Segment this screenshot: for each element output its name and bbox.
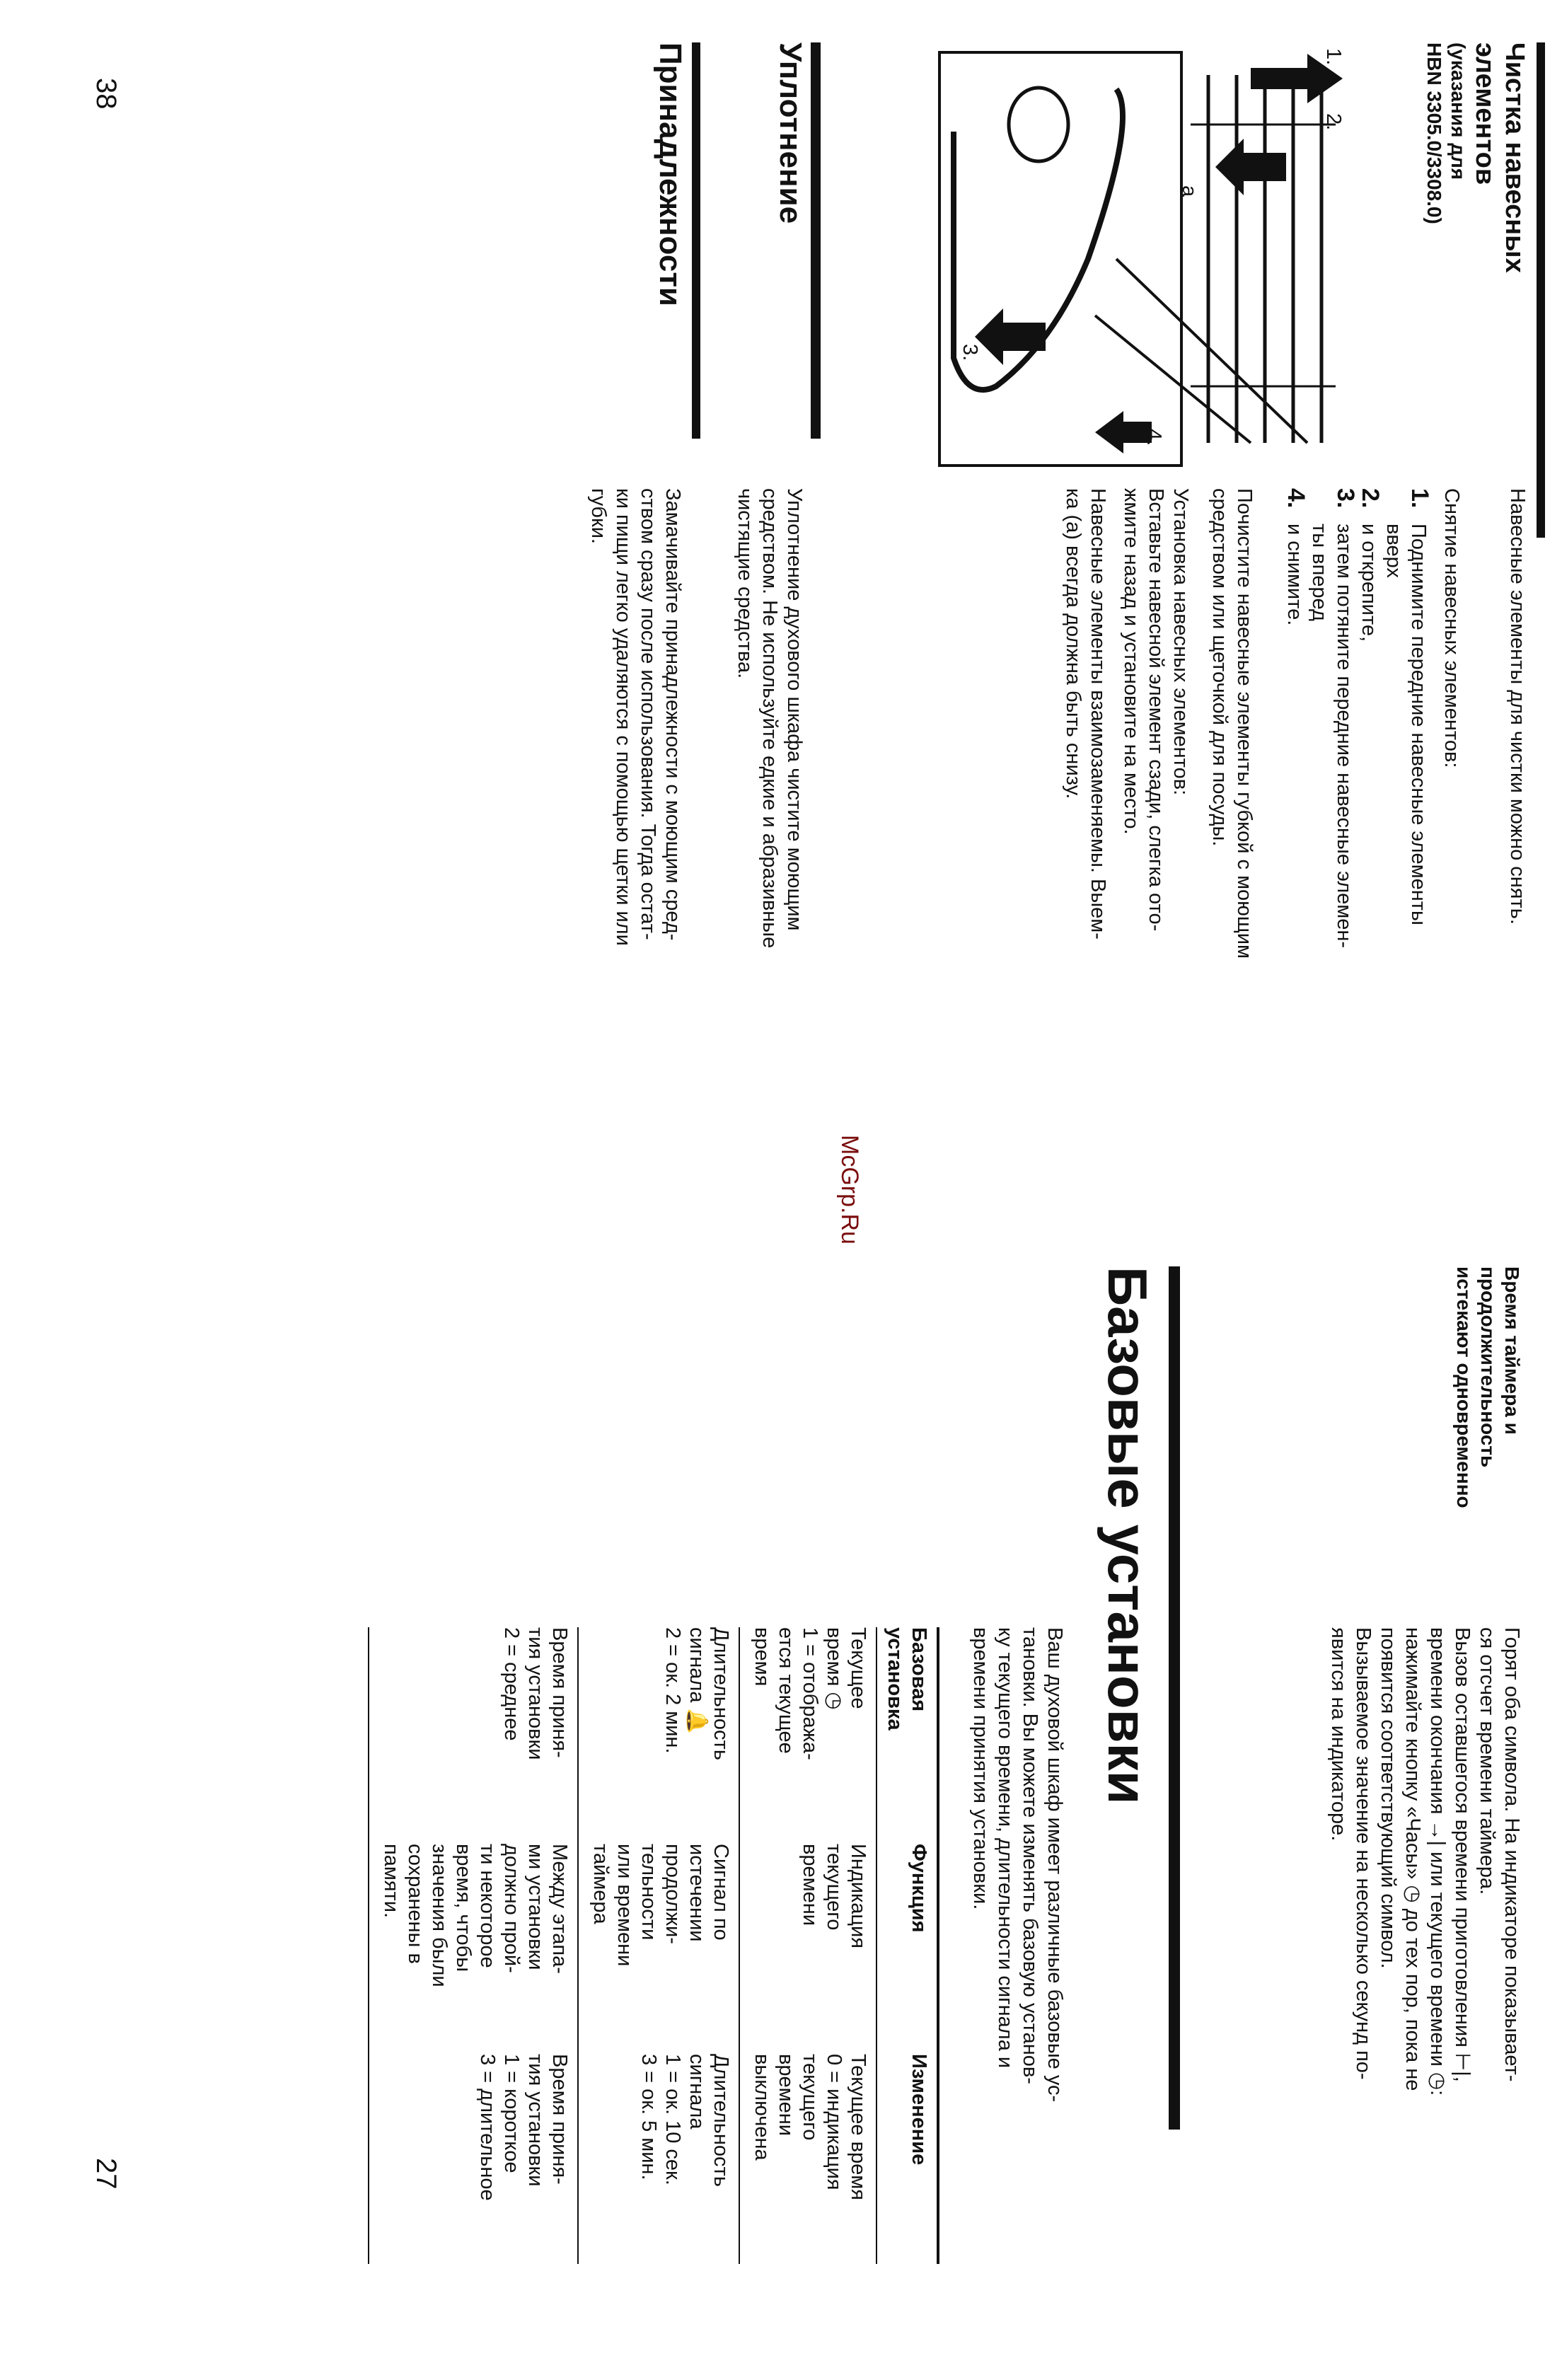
timer-heading (1452, 1266, 1524, 1564)
step-number: 3. (1332, 488, 1359, 509)
cell-text: сигнала (685, 2054, 708, 2130)
cell-change (369, 2054, 578, 2264)
cell-setting (369, 1627, 578, 1844)
header-function (877, 1844, 938, 2054)
cell-text: 0 = индикация (823, 2054, 845, 2190)
cell-text: время (751, 1627, 773, 1687)
step-text: Поднимите передние навесные элементы (1407, 524, 1430, 925)
timer-line: ся отсчет времени таймера. (1476, 1627, 1498, 1895)
clean-line: средством или щеточкой для посуды. (1208, 488, 1231, 847)
seal-line: чистящие средства. (734, 488, 756, 679)
cell-text: Между этапа- (548, 1844, 571, 1974)
timer-line: времени окончания →| или текущего времени ◷: (1426, 1627, 1449, 2096)
cell-text: 3 = длительное (476, 2054, 499, 2201)
cleaning-heading-line: элементов (1470, 42, 1500, 185)
cell-text: Время приня- (548, 2054, 571, 2185)
install-paragraph (1118, 488, 1193, 1026)
cell-text: сохранены в (404, 1844, 427, 1964)
step-item (1356, 488, 1384, 1026)
header-text: Базовая (908, 1627, 930, 1712)
step-number: 1. (1406, 488, 1433, 509)
table-row (739, 1627, 877, 2264)
install-line: Установка навесных элементов: (1169, 488, 1192, 796)
cell-text: значения были (428, 1844, 451, 1987)
cell-text: время ◷ (823, 1627, 845, 1710)
zoom-lines (1095, 259, 1307, 443)
timer-line: Вызываемое значение на несколько секунд по- (1352, 1627, 1375, 2080)
figure-label-a: a (1178, 185, 1201, 197)
basic-settings-table-wrap (368, 1627, 939, 2264)
magnifier-icon (1009, 88, 1068, 161)
timer-line: явится на индикаторе. (1327, 1627, 1350, 1842)
cell-function (578, 1844, 739, 2054)
cell-text: текущего (823, 1844, 845, 1931)
accessories-body (586, 488, 685, 1026)
cell-text: продолжи- (661, 1844, 684, 1944)
arrow-left-icon (975, 308, 1046, 365)
page-number-right: 27 (91, 2158, 122, 2190)
timer-line: нажимайте кнопку «Часы» ◷ до тех пор, пока не (1401, 1627, 1424, 2091)
cell-text: Текущее (847, 1627, 869, 1709)
accessories-line: губки. (587, 488, 610, 544)
timer-line: Горят оба символа. На индикаторе показывает- (1500, 1627, 1523, 2082)
timer-line: появится соответствующий символ. (1377, 1627, 1399, 1969)
cell-text: 1 = отобража- (799, 1627, 821, 1760)
intro-line: ку текущего времени, длительности сигнала и (994, 1627, 1017, 2069)
figure-label-3: 3. (959, 344, 981, 362)
step-text: и снимите. (1283, 524, 1306, 626)
cell-text: сигнала 🔔 (685, 1627, 708, 1734)
cell-text: 3 = ок. 5 мин. (637, 2054, 660, 2180)
timer-line: Вызов оставшегося времени приготовления ⊢|, (1451, 1627, 1474, 2082)
cell-text: истечении (685, 1844, 708, 1942)
basic-settings-table (368, 1627, 939, 2264)
basic-settings-title: Базовые установки (1097, 1266, 1159, 1805)
table-header-row (877, 1627, 938, 2264)
cell-text: 2 = ок. 2 мин. (661, 1627, 684, 1754)
seal-body (732, 488, 806, 1026)
cell-function (369, 1844, 578, 2054)
table-row (578, 1627, 739, 2264)
accessories-line: ством сразу после использования. Тогда остат- (637, 488, 659, 940)
header-setting (877, 1627, 938, 1844)
step-item (1381, 488, 1433, 1026)
cell-text: время, чтобы (452, 1844, 475, 1972)
rail-illustration-svg (932, 47, 1350, 471)
interchangeable-line: ка (a) всегда должна быть снизу. (1062, 488, 1084, 799)
step-item (1282, 488, 1307, 1026)
seal-line: средством. Не используйте едкие и абразивные (758, 488, 781, 949)
cleaning-heading-rule (1537, 42, 1545, 538)
step-text: ты вперед (1308, 524, 1331, 621)
zoom-line (1116, 259, 1307, 443)
cell-setting (739, 1627, 877, 1844)
cell-text: тия установки (524, 1627, 547, 1760)
accessories-heading: Принадлежности (653, 42, 688, 306)
cleaning-heading (1422, 42, 1529, 340)
cleaning-heading-line: Чистка навесных (1500, 42, 1529, 273)
seal-heading: Уплотнение (773, 42, 808, 224)
cell-text: должно прой- (500, 1844, 523, 1973)
cell-function (739, 1844, 877, 2054)
intro-line: времени принятия установки. (969, 1627, 992, 1910)
cell-text: времени (799, 1844, 821, 1926)
step-text: вверх (1382, 524, 1405, 578)
basic-settings-rule (1169, 1266, 1180, 2130)
cell-change (739, 2054, 877, 2264)
cell-text: тельности (637, 1844, 660, 1941)
cell-text: 2 = среднее (500, 1627, 523, 1741)
page-number-left: 38 (91, 78, 122, 110)
cell-text: или времени (613, 1844, 636, 1967)
cell-text: 1 = ок. 10 сек. (661, 2054, 684, 2185)
detail-frame (939, 52, 1181, 466)
intro-line: тановки. Вы можете изменять базовую установ- (1019, 1627, 1041, 2084)
cell-text: памяти. (380, 1844, 403, 1919)
cell-text: ется текущее (775, 1627, 797, 1754)
step-text: и открепите, (1358, 524, 1380, 642)
figure-label-1: 1. (1322, 48, 1345, 66)
header-text: установка (884, 1627, 906, 1731)
timer-heading-line: истекают одновременно (1453, 1266, 1475, 1508)
clean-paragraph (1207, 488, 1256, 1026)
intro-line: Ваш духовой шкаф имеет различные базовые ус- (1043, 1627, 1066, 2103)
cell-text: 1 = короткое (500, 2054, 523, 2173)
cell-text: ми установки (524, 1844, 547, 1970)
step-text: затем потяните передние навесные элемен- (1333, 524, 1355, 949)
cleaning-heading-line: (указания для (1447, 42, 1469, 180)
cell-text: Длительность (710, 2054, 732, 2187)
seal-line: Уплотнение духового шкафа чистите моющим (783, 488, 806, 931)
cleaning-body (1060, 488, 1529, 1026)
basic-settings-intro (968, 1627, 1067, 2264)
timer-body (1326, 1627, 1524, 2264)
accessories-line: ки пищи легко удаляются с помощью щетки или (612, 488, 635, 946)
clean-line: Почистите навесные элементы губкой с моющим (1233, 488, 1256, 959)
cleaning-intro: Навесные элементы для чистки можно снять. (1506, 488, 1529, 925)
removal-title: Снятие навесных элементов: (1440, 488, 1463, 768)
interchangeable-paragraph (1060, 488, 1110, 1026)
accessories-heading-rule (692, 42, 700, 439)
table-row (369, 1627, 578, 2264)
step-number: 4. (1283, 488, 1309, 509)
step-item (1307, 488, 1359, 1026)
timer-heading-line: продолжительность (1477, 1266, 1499, 1468)
figure-label-2: 2. (1322, 113, 1345, 131)
header-text: Изменение (908, 2054, 930, 2166)
seal-heading-rule (811, 42, 821, 439)
cell-text: выключена (751, 2054, 773, 2161)
removal-steps (1282, 488, 1433, 1026)
cell-text: Текущее время (847, 2054, 869, 2200)
cell-text: Индикация (847, 1844, 869, 1948)
cell-text: текущего (799, 2054, 821, 2141)
accessories-line: Замачивайте принадлежности с моющим сред- (661, 488, 684, 941)
cell-text: таймера (589, 1844, 612, 1924)
install-line: жмите назад и установите на место. (1120, 488, 1142, 835)
cell-text: Длительность (710, 1627, 732, 1760)
watermark: McGrp.Ru (836, 1135, 863, 1244)
cell-text: Время приня- (548, 1627, 571, 1758)
cell-text: Сигнал по (710, 1844, 732, 1941)
arrow-down-icon (1215, 139, 1286, 195)
cell-text: ти некоторое (476, 1844, 499, 1968)
timer-heading-line: Время таймера и (1501, 1266, 1523, 1435)
figure-label-4: 4. (1142, 429, 1165, 446)
cleaning-heading-line: HBN 3305.0/3308.0) (1423, 42, 1445, 224)
step-number: 2. (1357, 488, 1384, 509)
cell-change (578, 2054, 739, 2264)
interchangeable-line: Навесные элементы взаимозаменяемы. Выем- (1087, 488, 1109, 940)
cell-text: времени (775, 2054, 797, 2136)
install-line: Вставьте навесной элемент сзади, слегка ото- (1145, 488, 1167, 932)
header-change (877, 2054, 938, 2264)
cell-text: тия установки (524, 2054, 547, 2187)
rail-illustration (932, 47, 1350, 471)
cell-setting (578, 1627, 739, 1844)
rail-wires (1208, 75, 1321, 443)
header-text: Функция (908, 1844, 930, 1933)
